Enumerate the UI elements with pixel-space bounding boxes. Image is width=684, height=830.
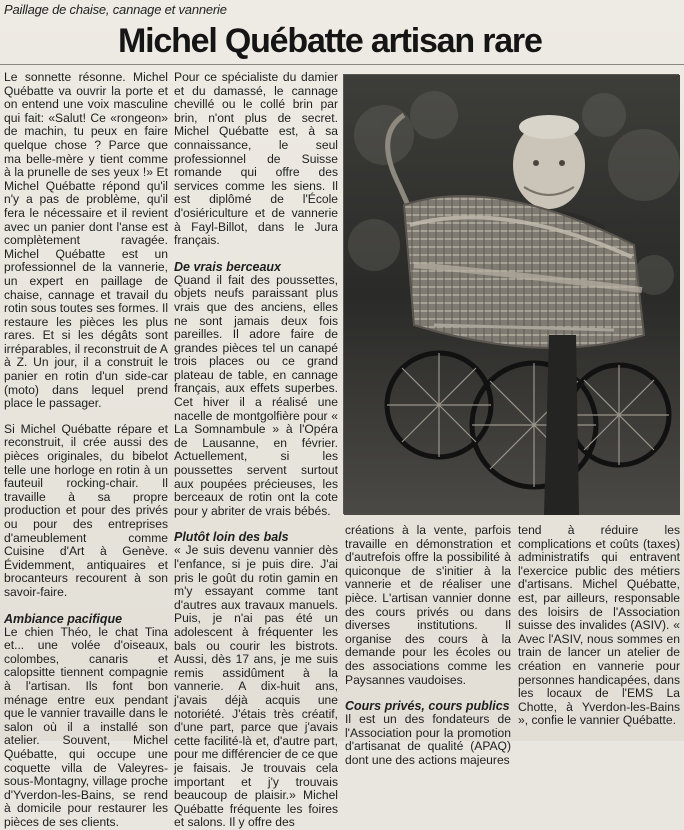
paragraph: Pour ce spécialiste du damier et du damassé, le cannage chevillé ou le collé brin par brin, n'ont plus de secret. Michel Québatte est, à sa connaissance, le seul professionnel de Suisse romande qui offre des services comme les siens. Il est diplômé de l'École d'osiériculture et de vannerie à Fayl-Billot, dans le Jura français. (174, 70, 338, 248)
paragraph: Le chien Théo, le chat Tina et... une volée d'oiseaux, colombes, canaris et calopsitte tiennent compagnie à l'artisan. Ils font bon ménage entre eux pendant que le vannier travaille dans le salon où il a installé son atelier. Souvent, Michel Québatte, qui occupe une coquette villa de Valeyres-sous-Montagny, village proche d'Yverdon-les-Bains, se rend à domicile pour restaurer les pièces de ses clients. (4, 624, 168, 829)
article-photo (343, 74, 679, 514)
paragraph: Il est un des fondateurs de l'Association pour la promotion d'artisanat de qualité (APAQ) dont une des actions majeures (345, 712, 511, 767)
article-column-1 (4, 70, 169, 829)
paragraph: « Je suis devenu vannier dès l'enfance, si je puis dire. J'ai pris le goût du rotin gamin en m'y essayant comme tant d'autres aux travaux manuels. Puis, je n'ai pas été un adolescent à fréquenter les bals ou courir les bistrots. Aussi, dès 17 ans, je me suis remis assidûment à la vannerie. A dix-huit ans, j'avais déjà acquis une notoriété. J'étais très créatif, d'une part, parce que j'avais cette facilité-là et, d'autre part, pour me différencier de ce que je faisais. Je trouvais cela important et j'y trouvais beaucoup de plaisir.» Michel Québatte fréquente les foires et salons. Il y offre des (174, 543, 338, 830)
article-kicker: Paillage de chaise, cannage et vannerie (4, 2, 227, 17)
paragraph: Quand il fait des poussettes, objets neufs paraissant plus vrais que des anciens, elles ne sont jamais deux fois pareilles. Il adore faire de grandes pièces tel un canapé trois places ou ce grand plateau de table, en cannage français, aux effets superbes. Cet hiver il a réalisé une nacelle de montgolfière pour « La Somnambule » à l'Opéra de Lausanne, en février. Actuellement, si les poussettes servent surtout aux poupées précieuses, les berceaux de rotin ont la cote pour y abriter de vrais bébés. (174, 272, 338, 518)
article-column-2 (174, 70, 338, 830)
subheading: Ambiance pacifique (4, 611, 123, 626)
paragraph: Si Michel Québatte répare et reconstruit, il crée aussi des pièces originales, du bibelot telle une horloge en rotin à un fauteuil rocking-chair. Il travaille à sa propre production et pour des privés ou pour des entreprises d'ameublement comme Cuisine d'Art à Genève. Évidemment, antiquaires et brocanteurs recourent à son savoir-faire. (4, 421, 168, 599)
article-column-4 (518, 524, 680, 736)
subheading: De vrais berceaux (174, 259, 282, 274)
photo-illustration (344, 75, 680, 515)
paragraph: créations à la vente, parfois travaille en démonstration et d'autrefois offre la possibilité à quiconque de s'initier à la vannerie et de réaliser une pièce. L'artisan vannier donne des cours privés ou dans diverses institutions. Il organise des cours à la demande pour les écoles ou des associations comme les Paysannes vaudoises. (345, 523, 511, 687)
article-column-3 (345, 523, 511, 767)
paragraph: tend à réduire les complications et coûts (taxes) administratifs qui entravent l'exercice public des métiers d'artisans. Michel Québatte, est, par ailleurs, responsable des loisirs de l'Association suisse des invalides (ASIV). « Avec l'ASIV, nous sommes en train de lancer un atelier de création en vannerie pour personnes handicapées, dans les locaux de l'EMS La Chotte, à Yverdon-les-Bains », confie le vannier Québatte. (518, 523, 680, 728)
subheading: Plutôt loin des bals (174, 530, 289, 545)
article-headline: Michel Québatte artisan rare (118, 22, 542, 60)
headline-rule (0, 64, 684, 65)
paragraph: Le sonnette résonne. Michel Québatte va ouvrir la porte et on entend une voix masculine qui fait: «Salut! Ce «rongeon» de machin, tu peux en faire quelque chose ? Parce que ma belle-mère y tient comme à la prunelle de ses yeux !» Et Michel Québatte répond qu'il n'y a pas de problème, qu'il fera le nécessaire et il revient avec un panier dont l'anse est complètement ravagée. Michel Québatte est un professionnel de la vannerie, un expert en paillage de chaise, cannage et travail du rotin sous toutes ses formes. Il restaure les pièces les plus rares. Et si les dégâts sont irréparables, il reconstruit de A à Z. Un jour, il a construit le panier en rotin d'un side-car (moto) dans lequel prend place le passager. (4, 70, 169, 411)
subheading: Cours privés, cours publics (345, 699, 510, 714)
